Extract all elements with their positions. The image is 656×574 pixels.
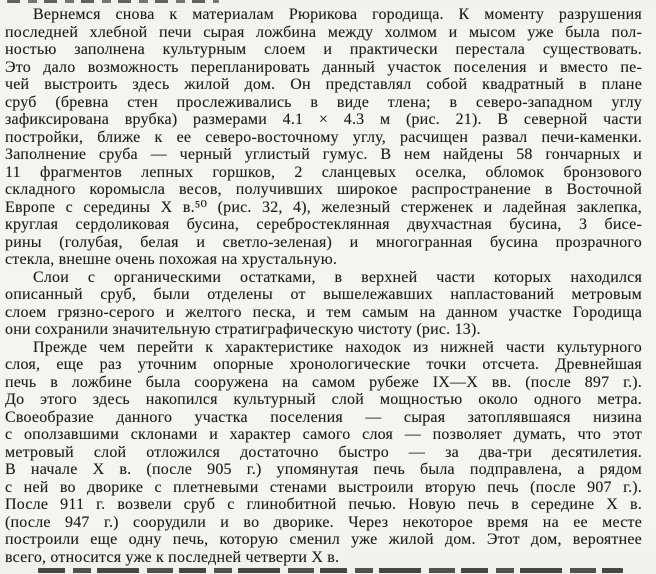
text-line: 11 фрагментов лепных горшков, 2 сланцевых оселка, обломок бронзового [5,163,642,181]
text-line: стекла, внешне очень похожая на хрустальную. [5,251,338,268]
text-line: последней хлебной печи сырая ложбина между холмом и мысом уже была пол- [5,23,642,41]
clipped-text-line-top [7,0,219,3]
text-line: с ней во дворике с плетневыми стенами выстроили вторую печь (после 907 г.). [5,478,642,496]
text-line: метровый слой отложился достаточно быстро — за два-три десятилетия. [5,443,642,461]
text-line: постройки, ближе к ее северо-восточному углу, расчищен развал печи-каменки. [5,128,642,146]
text-line: они сохранили значительную стратиграфическую чистоту (рис. 13). [5,321,481,338]
text-line: Прежде чем перейти к характеристике находок из нижней части культурного [33,338,642,356]
text-line: До этого здесь накопился культурный слой мощностью около одного метра. [5,391,642,408]
text-line: Вернемся снова к материалам Рюрикова городища. К моменту разрушения [33,6,642,23]
text-line: рины (голубая, белая и светло-зеленая) и многогранная бусина прозрачного [5,233,642,251]
text-line: После 911 г. возвели сруб с глинобитной печью. Новую печь в середине X в. [5,496,642,513]
text-line: описанный сруб, были отделены от вышележавших напластований метровым [5,286,642,303]
text-line: чей выстроить здесь жилой дом. Он представлял собой квадратный в плане [5,76,642,93]
text-line: слоя, еще раз уточним опорные хронологические точки отсчета. Древнейшая [5,356,642,373]
text-line: Европе с середины X в.⁵⁰ (рис. 32, 4), железный стерженек и ладейная заклепка, [5,198,642,216]
text-line: зафиксирована врубка) размерами 4.1 × 4.3 м (рис. 21). В северной части [5,111,642,128]
paragraph-2 [5,269,642,339]
text-line: всего, относится уже к последней четверти X в. [5,548,340,566]
text-block [5,6,642,566]
text-line: Слои с органическими остатками, в верхней части которых находился [33,268,642,286]
text-line: Своеобразие данного участка поселения — сырая затоплявшаяся низина [5,408,642,426]
text-line: сруб (бревна стен прослеживались в виде тлена; в северо-западном углу [5,93,642,111]
text-line: слоем грязно-серого и желтого песка, и тем самым на данном участке Городища [5,303,642,321]
paragraph-3 [5,339,642,567]
text-line: (после 947 г.) соорудили и во дворике. Через некоторое время на ее месте [5,513,642,531]
text-line: Заполнение сруба — черный углистый гумус. В нем найдены 58 гончарных и [5,146,642,163]
text-line: складного коромысла весов, получивших широкое распространение в Восточной [5,181,642,198]
clipped-text-line-bottom [5,568,623,573]
clipped-text-line-bottom-bar [38,568,623,573]
text-line: Это дало возможность перепланировать данный участок поселения и вместо пе- [5,58,642,76]
paragraph-1 [5,6,642,269]
text-line: круглая сердоликовая бусина, серебростеклянная двухчастная бусина, 3 бисе- [5,216,642,233]
text-line: построили еще одну печь, которую сменил уже жилой дом. Этот дом, вероятнее [5,531,642,548]
text-line: печь в ложбине была сооружена на самом рубеже IX—X вв. (после 897 г.). [5,373,642,391]
text-line: ностью заполнена культурным слоем и практически перестала существовать. [5,41,642,58]
text-line: В начале X в. (после 905 г.) упомянутая печь была подправлена, а рядом [5,461,642,478]
text-line: с оползавшими склонами и характер самого слоя — позволяет думать, что этот [5,426,642,443]
